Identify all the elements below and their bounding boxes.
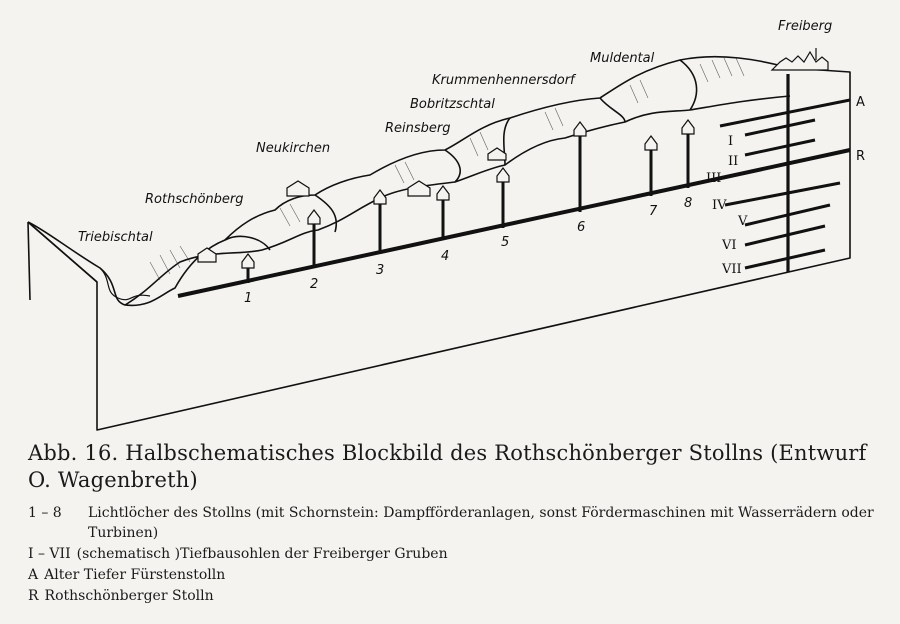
shaft-house-icon [437, 186, 449, 200]
place-label: Krummenhennersdorf [432, 73, 575, 88]
legend-key: 1 – 8 [28, 505, 62, 521]
shaft-number: 7 [649, 204, 658, 219]
level-line [745, 226, 825, 245]
adit-a-line [720, 100, 850, 126]
place-label: Freiberg [778, 19, 833, 34]
terrain-silhouette [28, 57, 790, 306]
level-label: VI [722, 238, 737, 253]
village-building-icon [198, 248, 216, 262]
shaft-house-icon [242, 254, 254, 268]
level-label: V [738, 214, 748, 229]
shaft-number: 8 [684, 196, 693, 211]
legend-text: Alter Tiefer Fürstenstolln [44, 567, 226, 583]
legend-text: Rothschönberger Stolln [44, 588, 214, 604]
legend-row [28, 503, 888, 543]
shaft-number: 4 [441, 249, 450, 264]
level-label: I [728, 134, 734, 149]
level-label: VII [722, 262, 742, 277]
shaft-number: 6 [577, 220, 586, 235]
legend-row [28, 565, 888, 585]
caption-prefix: Abb. 16. Halbschematisches Blockbild des Rothschönberger Stollns (Entwurf [28, 441, 867, 465]
shaft-house-icon [574, 122, 586, 136]
shaft-number: 2 [310, 277, 319, 292]
level-label: II [728, 154, 739, 169]
place-label: Triebischtal [78, 230, 153, 245]
place-label: Neukirchen [256, 141, 331, 156]
shaft-number: 3 [376, 263, 385, 278]
place-label: Bobritzschtal [410, 97, 495, 112]
village-building-icon [287, 181, 309, 196]
legend-key: A [28, 567, 39, 583]
legend-key: R [28, 588, 39, 604]
shaft-house-icon [497, 168, 509, 182]
shaft-house-icon [645, 136, 657, 150]
place-label: Muldental [590, 51, 655, 66]
shaft-number: 5 [501, 235, 510, 250]
village-building-icon [488, 148, 506, 160]
shaft-house-icon [308, 210, 320, 224]
figure-caption [28, 440, 878, 494]
legend-text: (schematisch )Tiefbausohlen der Freiberger Gruben [76, 546, 448, 562]
village-building-icon [408, 181, 430, 196]
caption-author: O. Wagenbreth) [28, 468, 198, 492]
level-label: IV [712, 198, 727, 213]
level-line [745, 120, 815, 135]
level-label: III [706, 171, 722, 186]
legend-row [28, 586, 888, 606]
legend-text: Lichtlöcher des Stollns (mit Schornstein: Dampfförderanlagen, sonst Fördermaschinen mit Wasserrädern oder Turbinen) [88, 505, 874, 541]
place-label: Rothschönberg [145, 192, 244, 207]
legend-row [28, 544, 888, 564]
level-line [745, 250, 825, 268]
legend [28, 503, 888, 607]
shaft-house-icon [374, 190, 386, 204]
level-line [745, 140, 815, 155]
place-label: Reinsberg [385, 121, 451, 136]
shaft-number: 1 [244, 291, 253, 306]
shaft-house-icon [682, 120, 694, 134]
legend-key: I – VII [28, 546, 71, 562]
freiberg-town-icon [772, 52, 828, 70]
adit-label: A [856, 95, 865, 110]
adit-label: R [856, 149, 866, 164]
level-line [725, 183, 840, 205]
